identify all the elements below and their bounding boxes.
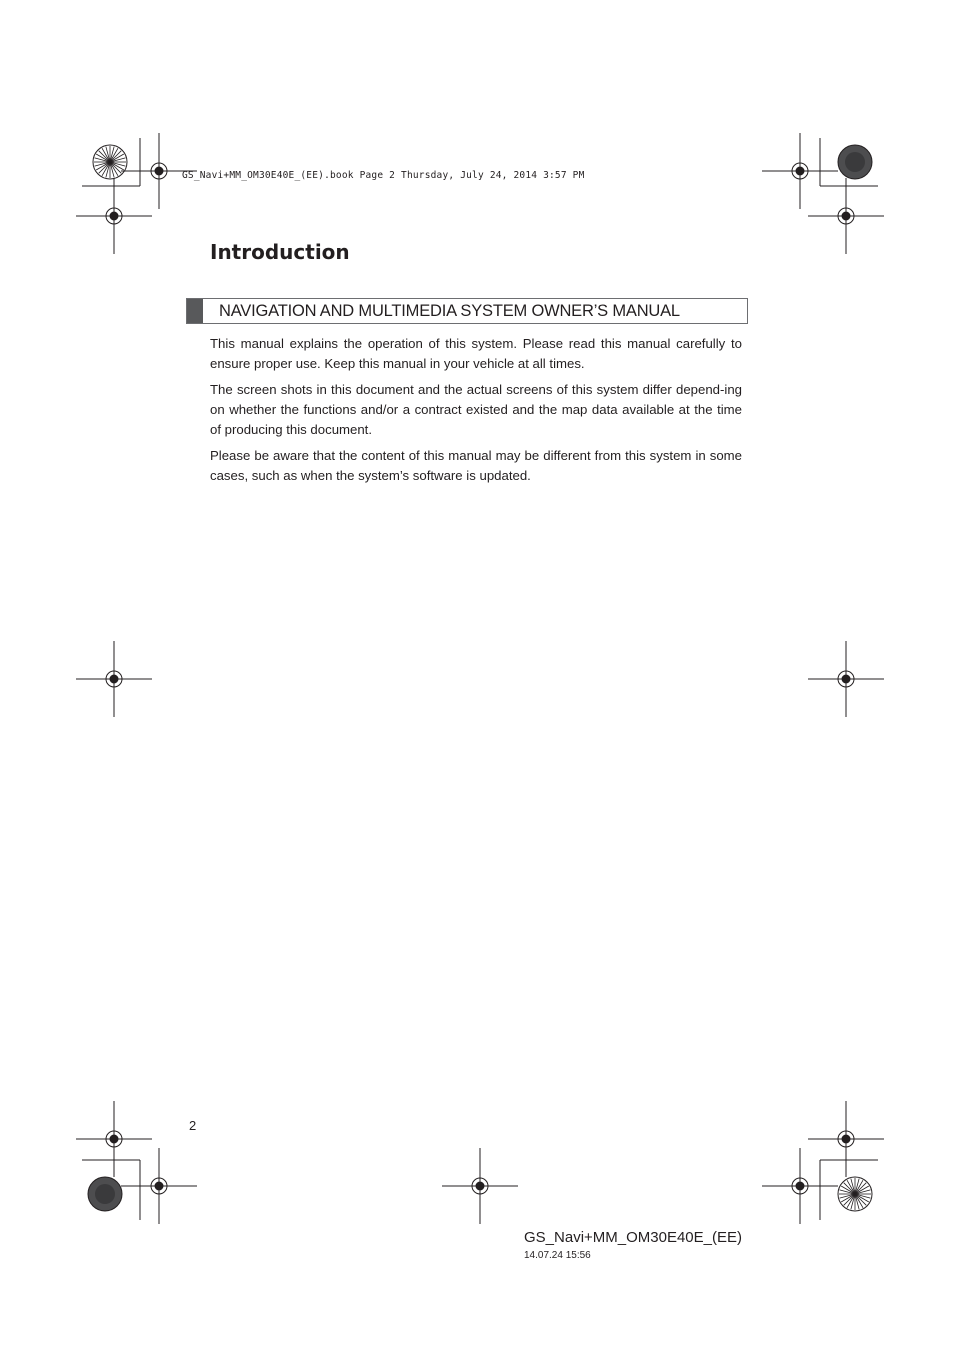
star-target-top-right (838, 145, 872, 179)
section-heading-box (186, 298, 748, 324)
page-title: Introduction (210, 240, 350, 264)
paragraph: Please be aware that the content of this manual may be different from this system in some cases, such as when the system’s software is updated. (210, 448, 742, 483)
section-title: NAVIGATION AND MULTIMEDIA SYSTEM OWNER’S MANUAL (219, 302, 680, 320)
paragraph: This manual explains the operation of this system. Please read this manual carefully to ensure proper use. Keep this manual in your vehicle at all times. (210, 336, 742, 371)
footer-timestamp: 14.07.24 15:56 (524, 1250, 591, 1261)
crosshair-mark (762, 1148, 838, 1224)
crosshair-mark (76, 641, 152, 717)
star-target-bottom-left (88, 1177, 122, 1211)
crosshair-mark (76, 178, 152, 254)
crosshair-mark (76, 1101, 152, 1177)
page-number: 2 (189, 1118, 197, 1133)
footer-document-id: GS_Navi+MM_OM30E40E_(EE) (524, 1229, 742, 1246)
book-file-header: GS_Navi+MM_OM30E40E_(EE).book Page 2 Thursday, July 24, 2014 3:57 PM (182, 170, 585, 181)
section-marker (187, 299, 203, 323)
crosshair-mark (808, 1101, 884, 1177)
crosshair-mark (808, 641, 884, 717)
body-text (210, 334, 742, 492)
crosshair-mark (808, 178, 884, 254)
paragraph: The screen shots in this document and the actual screens of this system differ depend-ing on whether the functions and/or a contract existed and the map data available at the time of producing this document. (210, 382, 742, 437)
crosshair-mark (121, 1148, 197, 1224)
crosshair-mark (442, 1148, 518, 1224)
crosshair-mark (762, 133, 838, 209)
